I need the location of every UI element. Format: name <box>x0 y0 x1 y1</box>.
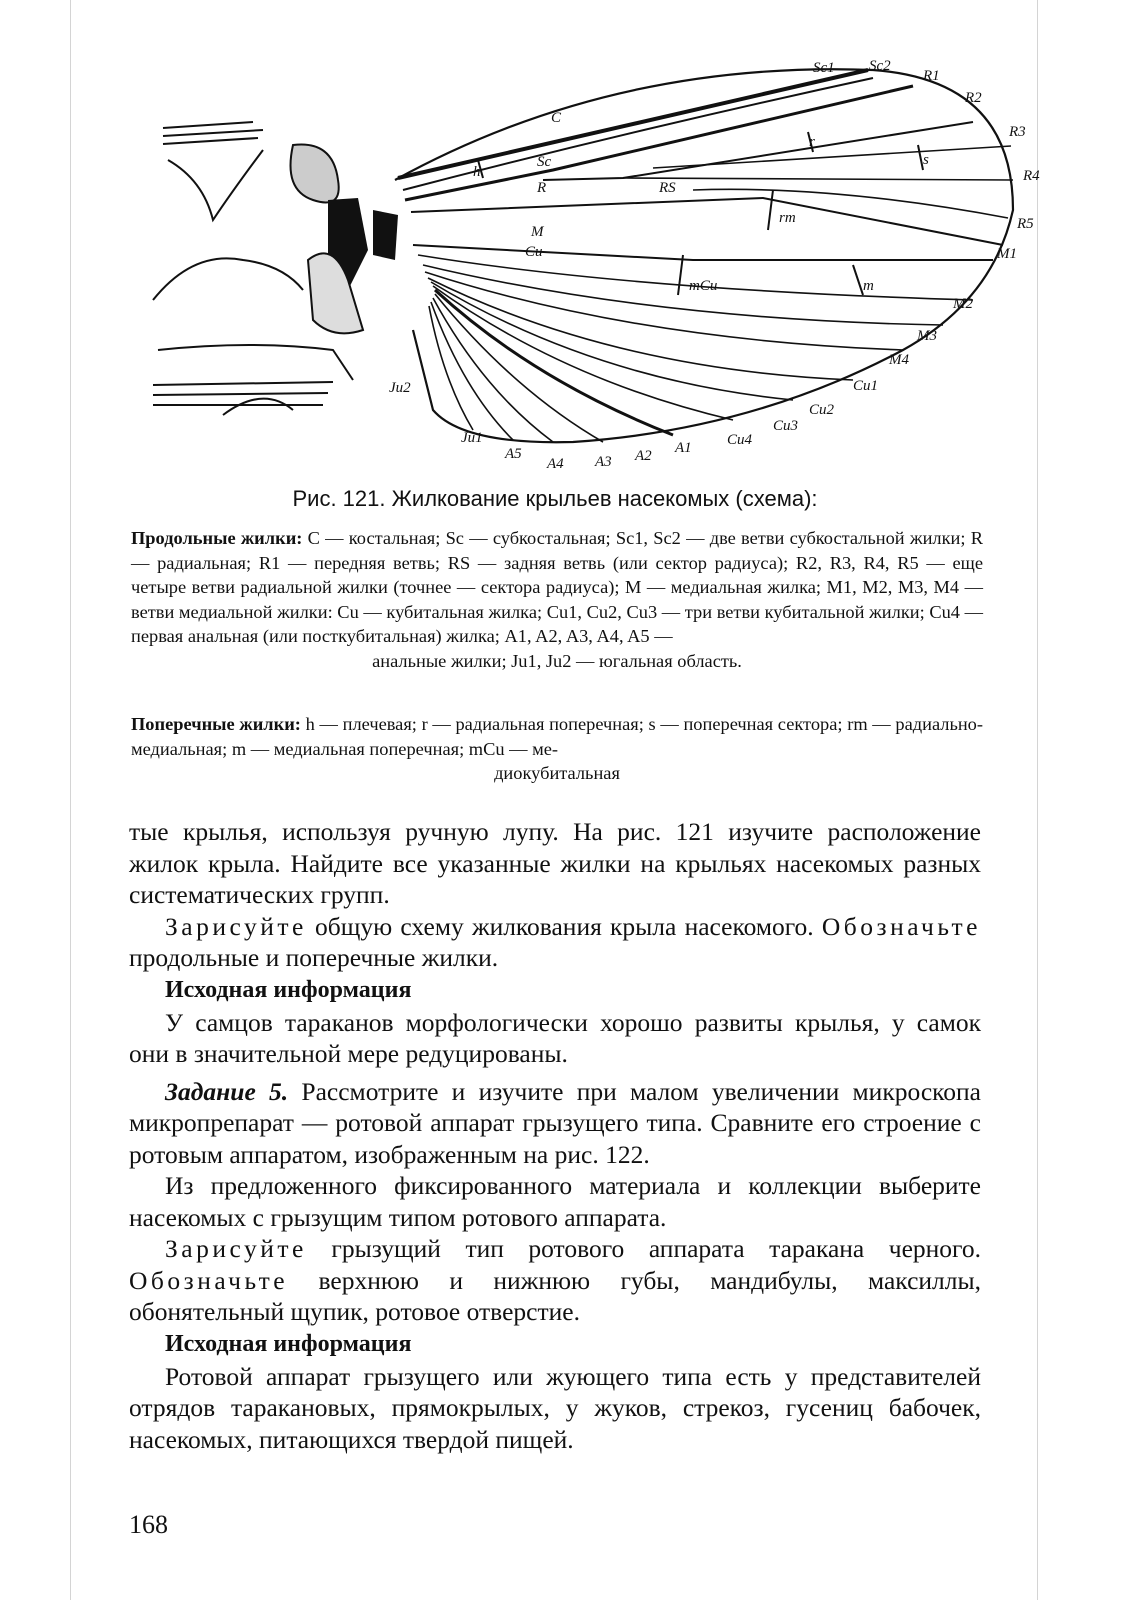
label-ju2: Ju2 <box>389 380 411 396</box>
label-m2: M2 <box>953 296 973 312</box>
paragraph-3: У самцов тараканов морфологически хорошо развиты крылья, у самок они в значительной мере редуцированы. <box>129 1007 981 1068</box>
label-cu4: Cu4 <box>727 432 753 448</box>
legend-cross <box>131 712 983 786</box>
figure-caption-title: Рис. 121. Жилкование крыльев насекомых (схема): <box>292 486 818 511</box>
legend-longitudinal-text: C — костальная; Sc — субкостальная; Sc1, Sc2 — две ветви субкостальной жилки; R — радиальная; R1 — передняя ветвь; RS — задняя ветвь (или сектор радиуса); R2, R3, R4, R5 — еще четыре ветви радиальной жилки (точнее — сектора радиуса); M — медиальная жилка; M1, M2, M3, M4 — ветви медиальной жилки: Cu — кубитальная жилка; Cu1, Cu2, Cu3 — три ветви кубитальной жилки; Cu4 — первая анальная (или посткубитальная) жилка; A1, A2, A3, A4, A5 — <box>131 528 984 646</box>
label-r3: R3 <box>1009 124 1026 140</box>
label-m-cross: m <box>863 278 874 294</box>
label-rm: rm <box>779 210 796 226</box>
label-c: C <box>551 110 562 126</box>
paragraph-6: Зарисуйте грызущий тип ротового аппарата таракана черного. Обозначьте верхнюю и нижнюю губы, мандибулы, максиллы, обонятельный щупик, ротовое отверстие. <box>129 1234 981 1326</box>
wing-diagram <box>133 50 1040 472</box>
heading-source-info-2: Исходная информация <box>165 1330 412 1357</box>
label-a3: A3 <box>595 454 612 470</box>
label-cu1: Cu1 <box>853 378 879 394</box>
label-a5: A5 <box>505 446 522 462</box>
label-h: h <box>473 164 481 180</box>
label-sc: Sc <box>537 154 552 170</box>
label-a4: A4 <box>547 456 564 472</box>
label-a1: A1 <box>675 440 692 456</box>
legend-longitudinal-last: анальные жилки; Ju1, Ju2 — югальная область. <box>372 650 742 671</box>
label-m4: M4 <box>889 352 909 368</box>
legend-longitudinal-label: Продольные жилки: <box>131 528 303 548</box>
label-m: M <box>531 224 544 240</box>
label-rs: RS <box>659 180 676 196</box>
label-r: R <box>537 180 547 196</box>
label-r5: R5 <box>1017 216 1034 232</box>
legend-longitudinal <box>131 526 983 673</box>
label-r4: R4 <box>1023 168 1040 184</box>
legend-cross-text: h — плечевая; r — радиальная поперечная; s — поперечная сектора; rm — радиально-медиальная; m — медиальная поперечная; mCu — ме- <box>131 714 983 759</box>
label-m3: M3 <box>917 328 937 344</box>
label-cu3: Cu3 <box>773 418 799 434</box>
label-sc1: Sc1 <box>813 60 835 76</box>
label-a2: A2 <box>635 448 652 464</box>
paragraph-1: тые крылья, используя ручную лупу. На рис. 121 изучите расположение жилок крыла. Найдите все указанные жилки на крыльях насекомых разных систематических групп. <box>129 817 981 909</box>
label-mcu: mCu <box>689 278 718 294</box>
label-r-cross: r <box>809 134 815 150</box>
paragraph-7: Ротовой аппарат грызущего или жующего типа есть у представителей отрядов таракановых, прямокрылых, у жуков, стрекоз, гусениц бабочек, насекомых, питающихся твердой пищей. <box>129 1361 981 1454</box>
label-sc2: Sc2 <box>869 58 891 74</box>
paragraph-task-5: Задание 5. Рассмотрите и изучите при малом увеличении микроскопа микропрепарат — ротовой аппарат грызущего типа. Сравните его строение с ротовым аппаратом, изображенным на рис. 122. <box>129 1076 981 1169</box>
wing-venation-figure <box>133 50 1040 472</box>
label-r1: R1 <box>923 68 940 84</box>
label-cu2: Cu2 <box>809 402 835 418</box>
label-r2: R2 <box>965 90 982 106</box>
label-m1: M1 <box>997 246 1017 262</box>
label-s: s <box>923 152 929 168</box>
book-page <box>70 0 1038 1600</box>
label-ju1: Ju1 <box>461 430 483 446</box>
body-text-block <box>129 816 981 1455</box>
paragraph-2: Зарисуйте общую схему жилкования крыла насекомого. Обозначьте продольные и поперечные жилки. <box>129 911 981 972</box>
heading-source-info-1: Исходная информация <box>165 976 412 1003</box>
label-cu: Cu <box>525 244 543 260</box>
paragraph-5: Из предложенного фиксированного материала и коллекции выберите насекомых с грызущим типом ротового аппарата. <box>129 1171 981 1232</box>
page-number: 168 <box>129 1510 168 1539</box>
legend-cross-last: диокубитальная <box>494 763 620 783</box>
legend-cross-label: Поперечные жилки: <box>131 714 301 734</box>
